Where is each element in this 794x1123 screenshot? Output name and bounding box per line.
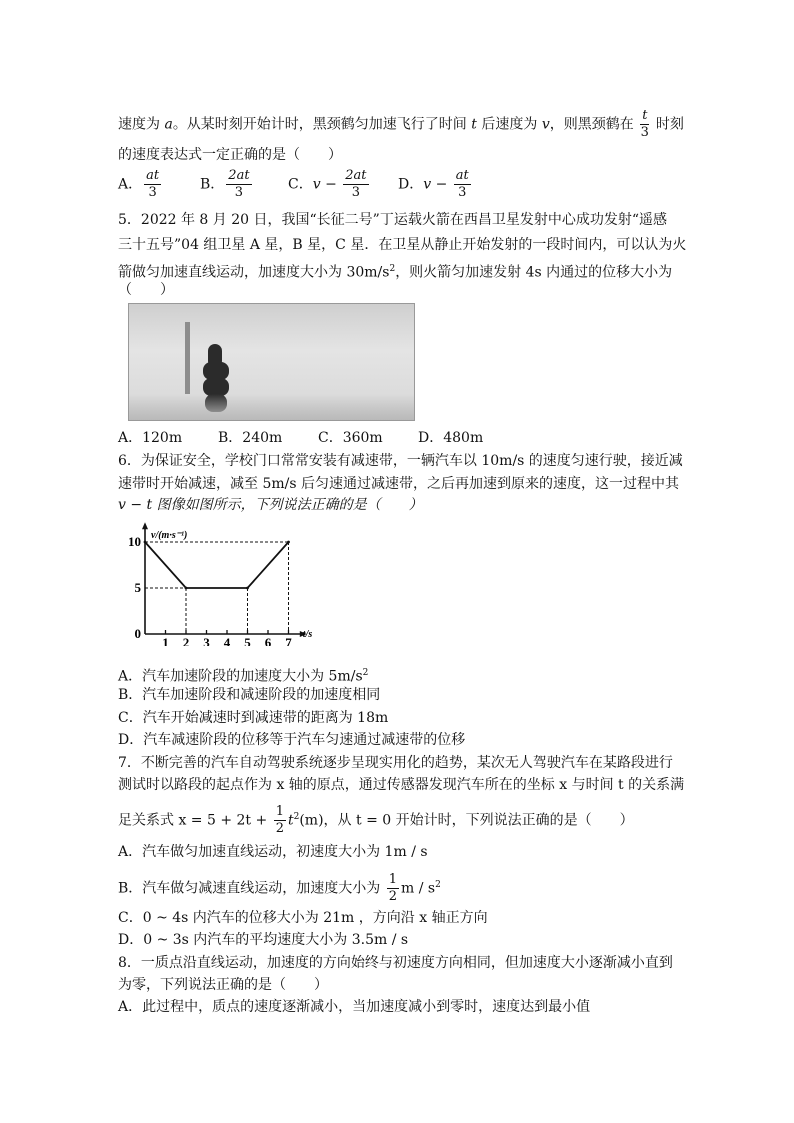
data-point: [144, 541, 147, 544]
q7-option-b[interactable]: B．汽车做匀减速直线运动，加速度大小为 $\frac{1}{2}$ m / $s^2$: [118, 872, 441, 904]
q5-line-2: 三十五号”04 组卫星 A 星，B 星，C 星．在卫星从静止开始发射的一段时间内，可以认为火: [118, 237, 687, 253]
q5-option-d[interactable]: D．480m: [418, 430, 484, 446]
q8-line-2: 为零，下列说法正确的是（ ）: [118, 977, 328, 993]
origin-label: 0: [134, 626, 141, 641]
y-axis-label: v/(m·s⁻¹): [151, 530, 188, 542]
q4-option-c[interactable]: C．v − $\frac{2at}{3}$: [288, 168, 367, 200]
q7-line-3: 足关系式 x = 5 + 2t + $\frac{1}{2}$ $t^2(m)$，从 t = 0 开始计时，下列说法正确的是（ ）: [118, 804, 634, 836]
rocket-launch-photo: [128, 303, 415, 421]
smoke: [129, 394, 414, 420]
q5-option-b[interactable]: B．240m: [218, 430, 283, 446]
x-tick-label: 6: [264, 635, 272, 646]
y-tick-label: 10: [128, 534, 141, 549]
x-tick-label: 3: [203, 635, 210, 646]
vt-chart-svg: [128, 516, 338, 646]
y-tick-label: 5: [134, 580, 141, 595]
x-tick-label: 7: [285, 635, 292, 646]
x-axis-label: t/s: [302, 629, 313, 640]
q5-line-3: 箭做匀加速直线运动，加速度大小为 $30m/s^2$，则火箭匀加速发射 4s 内通过的位移大小为: [118, 264, 673, 281]
q6-option-b[interactable]: B．汽车加速阶段和减速阶段的加速度相同: [118, 687, 381, 703]
q4-option-a[interactable]: A． $\frac{at}{3}$: [118, 168, 160, 200]
q6-line-2: 速带时开始减速，减至 5m/s 后匀速通过减速带，之后再加速到原来的速度，这一过程中其: [118, 476, 679, 492]
q6-option-c[interactable]: C．汽车开始减速时到减速带的距离为 18m: [118, 710, 389, 726]
data-point: [287, 541, 290, 544]
data-point: [185, 587, 188, 590]
q5-line-4: （ ）: [118, 282, 174, 298]
y-axis-arrow: [142, 522, 148, 529]
q7-option-c[interactable]: C．0 ~ 4s 内汽车的位移大小为 21m ，方向沿 x 轴正方向: [118, 910, 488, 926]
q4-line-2: 的速度表达式一定正确的是（ ）: [118, 147, 342, 163]
q4-option-d[interactable]: D．v − $\frac{at}{3}$: [398, 168, 469, 200]
q5-option-c[interactable]: C．360m: [318, 430, 383, 446]
q5-line-1: 5．2022 年 8 月 20 日，我国“长征二号”丁运载火箭在西昌卫星发射中心成功发射“遥感: [118, 212, 667, 228]
q7-line-2: 测试时以路段的起点作为 x 轴的原点，通过传感器发现汽车所在的坐标 x 与时间 t 的关系满: [118, 777, 685, 793]
q8-line-1: 8．一质点沿直线运动，加速度的方向始终与初速度方向相同，但加速度大小逐渐减小直到: [118, 955, 673, 971]
q6-line-3: v − t 图像如图所示，下列说法正确的是（ ）: [118, 497, 423, 513]
fraction-t-over-3: $\frac{t}{3}$: [640, 108, 649, 140]
q5-option-a[interactable]: A．120m: [118, 430, 183, 446]
q6-option-a[interactable]: A．汽车加速阶段的加速度大小为 $5m/s^2$: [118, 668, 369, 685]
data-point: [246, 587, 249, 590]
x-tick-label: 4: [223, 635, 231, 646]
q4-options: [118, 168, 498, 201]
q6-option-d[interactable]: D．汽车减速阶段的位移等于汽车匀速通过减速带的位移: [118, 732, 466, 748]
q8-option-a[interactable]: A．此过程中，质点的速度逐渐减小，当加速度减小到零时，速度达到最小值: [118, 999, 591, 1015]
x-tick-label: 1: [162, 635, 169, 646]
q7-line-1: 7．不断完善的汽车自动驾驶系统逐步呈现实用化的趋势，某次无人驾驶汽车在某路段进行: [118, 755, 673, 771]
q5-options: [118, 428, 518, 448]
q4-line-1: 速度为 a。从某时刻开始计时，黑颈鹤匀加速飞行了时间 t 后速度为 v，则黑颈鹤在 $\frac{t}{3}$ 时刻: [118, 108, 684, 140]
series-line: [145, 542, 289, 588]
q4-option-b[interactable]: B． $\frac{2at}{3}$: [200, 168, 250, 200]
x-tick-label: 5: [244, 635, 251, 646]
q7-option-d[interactable]: D．0 ~ 3s 内汽车的平均速度大小为 3.5m / s: [118, 932, 409, 948]
q6-line-1: 6．为保证安全，学校门口常常安装有减速带，一辆汽车以 10m/s 的速度匀速行驶，接近减: [118, 453, 683, 469]
x-tick-label: 2: [182, 635, 190, 646]
launch-tower: [185, 322, 190, 394]
vt-chart: [128, 516, 338, 646]
q7-option-a[interactable]: A．汽车做匀加速直线运动，初速度大小为 1m / s: [118, 844, 428, 860]
